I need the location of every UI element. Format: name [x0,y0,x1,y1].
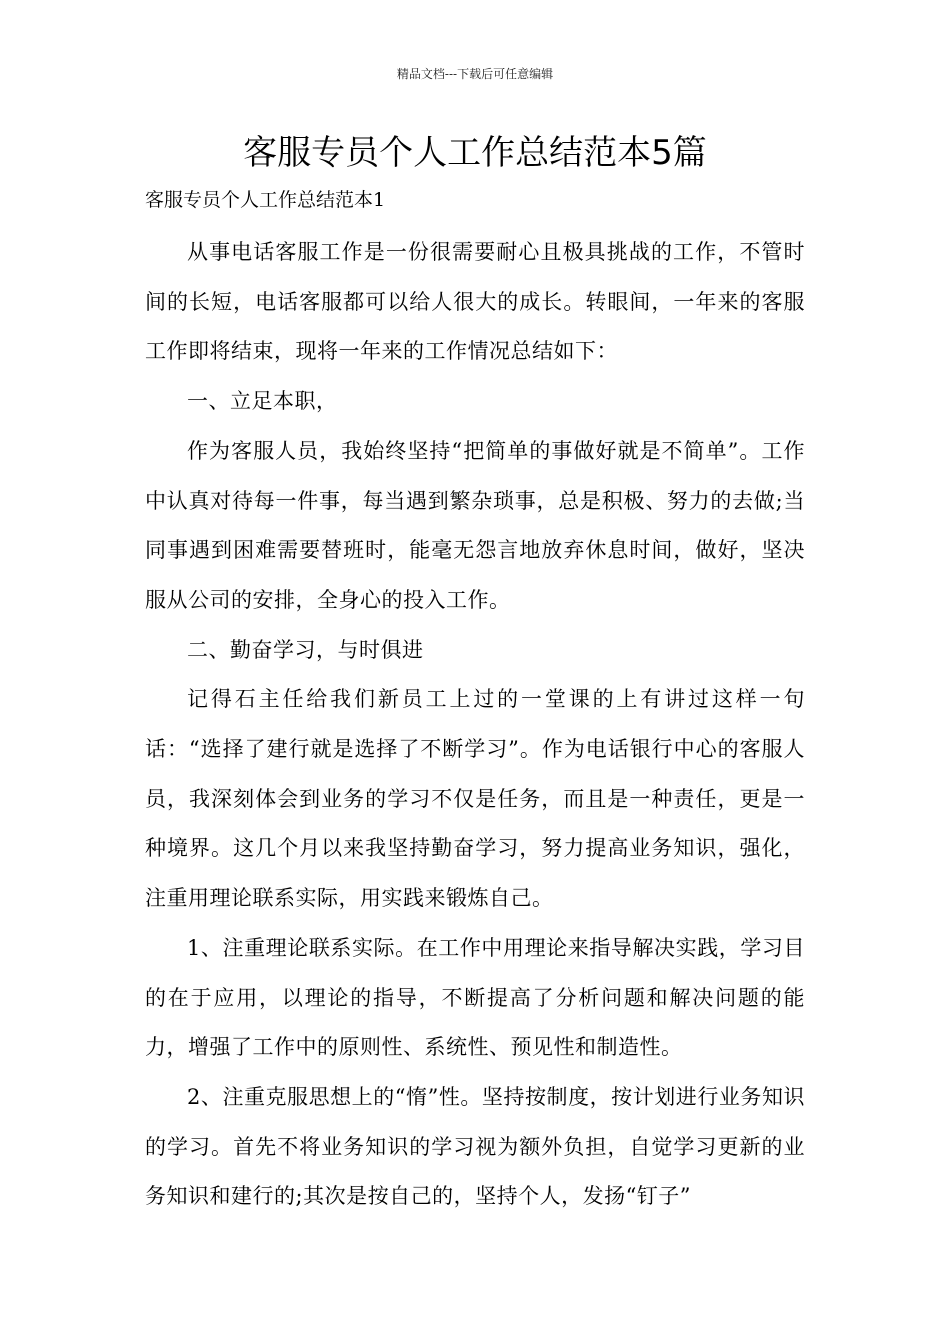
paragraph-point-2: 2、注重克服思想上的“惰”性。坚持按制度，按计划进行业务知识的学习。首先不将业务知识的学习视为额外负担，自觉学习更新的业务知识和建行的;其次是按自己的，坚持个人，发扬“钉子” [145,1084,805,1209]
paragraph-heading-2: 二、勤奋学习，与时俱进 [187,637,424,662]
paragraph-learning: 记得石主任给我们新员工上过的一堂课的上有讲过这样一句话：“选择了建行就是选择了不断学习”。作为电话银行中心的客服人员，我深刻体会到业务的学习不仅是任务，而且是一种责任，更是一种境界。这几个月以来我坚持勤奋学习，努力提高业务知识，强化，注重用理论联系实际，用实践来锻炼自己。 [145,687,805,911]
body-text [145,228,805,1222]
paragraph-intro: 从事电话客服工作是一份很需要耐心且极具挑战的工作，不管时间的长短，电话客服都可以给人很大的成长。转眼间，一年来的客服工作即将结束，现将一年来的工作情况总结如下： [145,240,805,364]
header-note: 精品文档---下载后可任意编辑 [396,67,554,81]
page-title: 客服专员个人工作总结范本5篇 [243,133,707,173]
paragraph-duty: 作为客服人员，我始终坚持“把简单的事做好就是不简单”。工作中认真对待每一件事，每当遇到繁杂琐事，总是积极、努力的去做;当同事遇到困难需要替班时，能毫无怨言地放弃休息时间，做好，坚决服从公司的安排，全身心的投入工作。 [145,438,805,612]
section-heading: 客服专员个人工作总结范本1 [145,189,386,211]
paragraph-point-1: 1、注重理论联系实际。在工作中用理论来指导解决实践，学习目的在于应用，以理论的指导，不断提高了分析问题和解决问题的能力，增强了工作中的原则性、系统性、预见性和制造性。 [145,935,805,1060]
paragraph-heading-1: 一、立足本职， [187,389,338,414]
